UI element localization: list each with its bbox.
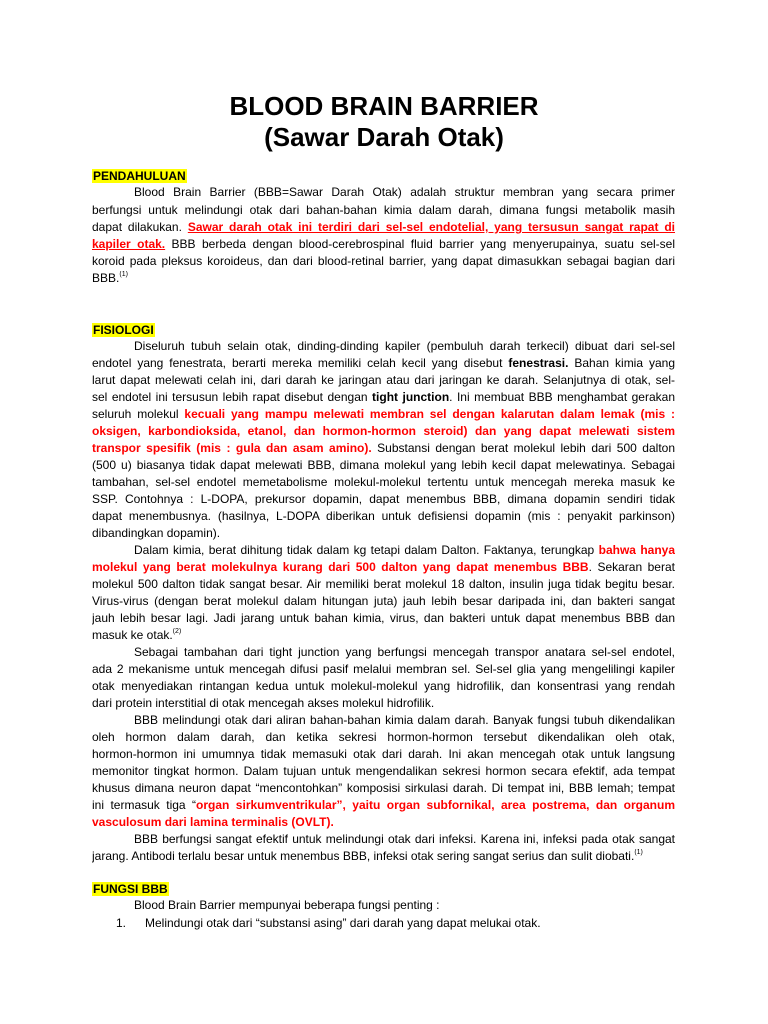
paragraph-line: dapat menembusnya. (hasilnya, L-DOPA diberikan untuk defisiensi dopamin (mis : penyakit parkinson) <box>92 509 675 523</box>
paragraph-line: memonitor tingkat hormon. Dalam tujuan untuk mengendalikan sekresi hormon secara efektif, ada tempat <box>92 764 675 778</box>
paragraph-line: jauh lebih besar lagi. Jadi jarang untuk bahan kimia, virus, dan bakteri untuk dapat menembus BBB dan <box>92 611 675 625</box>
paragraph-line: ada 2 mekanisme untuk mencegah difusi pasif melalui membran sel. Sel-sel glia yang mengelilingi kapiler <box>92 662 675 676</box>
highlighted-text: molekul yang berat molekulnya kurang dari 500 dalton yang dapat menembus BBB <box>92 560 589 574</box>
document-title: BLOOD BRAIN BARRIER <box>229 91 539 121</box>
paragraph-line <box>92 543 675 558</box>
text-run: dapat dilakukan. <box>92 220 188 234</box>
paragraph-line: SSP. Contohnya : L-DOPA, prekursor dopamin, dapat menembus BBB, dimana dopamin sendiri tidak <box>92 492 675 506</box>
paragraph-line: Virus-virus (dengan berat molekul dalam hitungan juta) jauh lebih besar daripada ini, dan bakteri sangat <box>92 594 675 608</box>
text-run: BBB berbeda dengan blood-cerebrospinal fluid barrier yang menyerupainya, suatu sel-sel <box>165 237 675 251</box>
paragraph-line: otak menyediakan rintangan kedua untuk molekul-molekul yang hidrofilik, dan konsentrasi yang rendah <box>92 679 675 693</box>
paragraph-line: (500 u) biasanya tidak dapat melewati BBB, dimana molekul yang lebih kecil dapat melewatinya. Sebagai <box>92 458 675 472</box>
text-run: . Ini membuat BBB menghambat gerakan <box>449 390 675 404</box>
paragraph-line: BBB berfungsi sangat efektif untuk melindungi otak dari infeksi. Karena ini, infeksi pada otak sangat <box>134 832 675 846</box>
paragraph-line: Diseluruh tubuh selain otak, dinding-dinding kapiler (pembuluh darah terkecil) dibuat dari sel-sel <box>134 339 675 353</box>
highlighted-text: kecuali yang mampu melewati membran sel dengan kalarutan dalam lemak (mis : <box>184 407 675 421</box>
bold-term: tight junction <box>372 390 450 404</box>
paragraph-line: khusus dimana neuron dapat “mencontohkan” komposisi sirkulasi darah. Di tempat ini, BBB lemah; tempat <box>92 781 675 795</box>
reference-mark: (1) <box>119 271 128 278</box>
paragraph-line: oleh hormon dalam darah, dan ketika sekresi hormon-hormon tersebut dikendalikan oleh otak, <box>92 730 675 744</box>
paragraph-line: Blood Brain Barrier (BBB=Sawar Darah Otak) adalah struktur membran yang secara primer <box>134 185 675 199</box>
highlighted-text: organ sirkumventrikular”, yaitu organ subfornikal, area postrema, dan organum <box>196 798 675 812</box>
paragraph-line <box>92 237 675 252</box>
paragraph-line: hormon-hormon ini umumnya tidak memasuki otak dari darah. Ini akan mencegah otak untuk langsung <box>92 747 675 761</box>
paragraph-line: molekul 500 dalton tidak sangat besar. Air memiliki berat molekul 18 dalton, insulin juga tidak begitu besar. <box>92 577 675 591</box>
paragraph-line <box>92 220 675 235</box>
section-heading-fungsi: FUNGSI BBB <box>93 882 168 896</box>
paragraph-line: BBB melindungi otak dari aliran bahan-bahan kimia dalam darah. Banyak fungsi tubuh dikendalikan <box>134 713 675 727</box>
paragraph-line <box>92 356 675 371</box>
reference-mark: (2) <box>172 628 182 635</box>
paragraph-line <box>92 560 675 575</box>
list-number: 1. <box>116 916 127 930</box>
document-subtitle: (Sawar Darah Otak) <box>264 122 504 152</box>
text-run: BBB. <box>92 271 120 285</box>
list-item <box>116 916 676 931</box>
paragraph-line: larut dapat melewati celah ini, dari darah ke jaringan atau dari jaringan ke darah. Selanjutnya di otak, sel- <box>92 373 675 387</box>
paragraph-line <box>92 628 675 643</box>
text-run: masuk ke otak. <box>92 628 173 642</box>
text-run: ini termasuk tiga “ <box>92 798 197 812</box>
highlighted-text: kapiler otak. <box>92 237 166 251</box>
paragraph-line: dibandingkan dopamin). <box>92 526 221 540</box>
paragraph-line: Sebagai tambahan dari tight junction yang berfungsi mencegah transpor anatara sel-sel endotel, <box>134 645 675 659</box>
paragraph-line: oksigen, karbondioksida, etanol, dan hormon-hormon steroid) dan yang dapat melewati sistem <box>92 424 675 438</box>
paragraph-line <box>92 441 675 456</box>
bold-term: fenestrasi. <box>508 356 569 370</box>
highlighted-text: transpor spesifik (mis : gula dan asam amino). <box>92 441 372 455</box>
highlighted-text: Sawar darah otak ini terdiri dari sel-sel endotelial, yang tersusun sangat rapat di <box>187 220 675 234</box>
text-run: . Sekaran berat <box>588 560 675 574</box>
paragraph-line: tambahan, sel-sel endotel memetabolisme molekul-molekul tertentu untuk mencegah mereka masuk ke <box>92 475 675 489</box>
list-item-text: Melindungi otak dari “substansi asing” dari darah yang dapat melukai otak. <box>145 916 541 930</box>
paragraph-line <box>92 849 675 864</box>
paragraph-line: berfungsi untuk melindungi otak dari bahan-bahan kimia dalam darah, dimana fungsi metabolik masih <box>92 203 675 217</box>
paragraph-line <box>92 271 675 286</box>
text-run: endotel yang fenestrata, berarti mereka memiliki celah kecil yang disebut <box>92 356 509 370</box>
section-heading-fisiologi: FISIOLOGI <box>93 323 154 337</box>
section-heading-pendahuluan: PENDAHULUAN <box>93 169 186 183</box>
paragraph-line: dari protein interstitial di otak mencegah akses molekul hidrofilik. <box>92 696 435 710</box>
text-run: Substansi dengan berat molekul lebih dari 500 dalton <box>371 441 675 455</box>
text-run: jarang. Antibodi terlalu besar untuk menembus BBB, infeksi otak sering sangat serius dan sulit diobati. <box>92 849 635 863</box>
reference-mark: (1) <box>634 849 643 856</box>
paragraph-line: vasculosum dari lamina terminalis (OVLT). <box>92 815 334 829</box>
paragraph-line <box>92 407 675 422</box>
text-run: sel endotel ini tersusun lebih rapat disebut dengan <box>92 390 373 404</box>
text-run: Dalam kimia, berat dihitung tidak dalam kg tetapi dalam Dalton. Faktanya, terungkap <box>134 543 599 557</box>
paragraph-line <box>92 798 675 813</box>
paragraph-line: koroid pada pleksus koroideus, dan dari blood-retinal barrier, yang dapat dimasukkan sebagai bagian dari <box>92 254 675 268</box>
highlighted-text: bahwa hanya <box>598 543 675 557</box>
paragraph-line <box>92 390 675 405</box>
paragraph-line: Blood Brain Barrier mempunyai beberapa fungsi penting : <box>134 898 440 912</box>
text-run: Bahan kimia yang <box>568 356 675 370</box>
text-run: seluruh molekul <box>92 407 185 421</box>
